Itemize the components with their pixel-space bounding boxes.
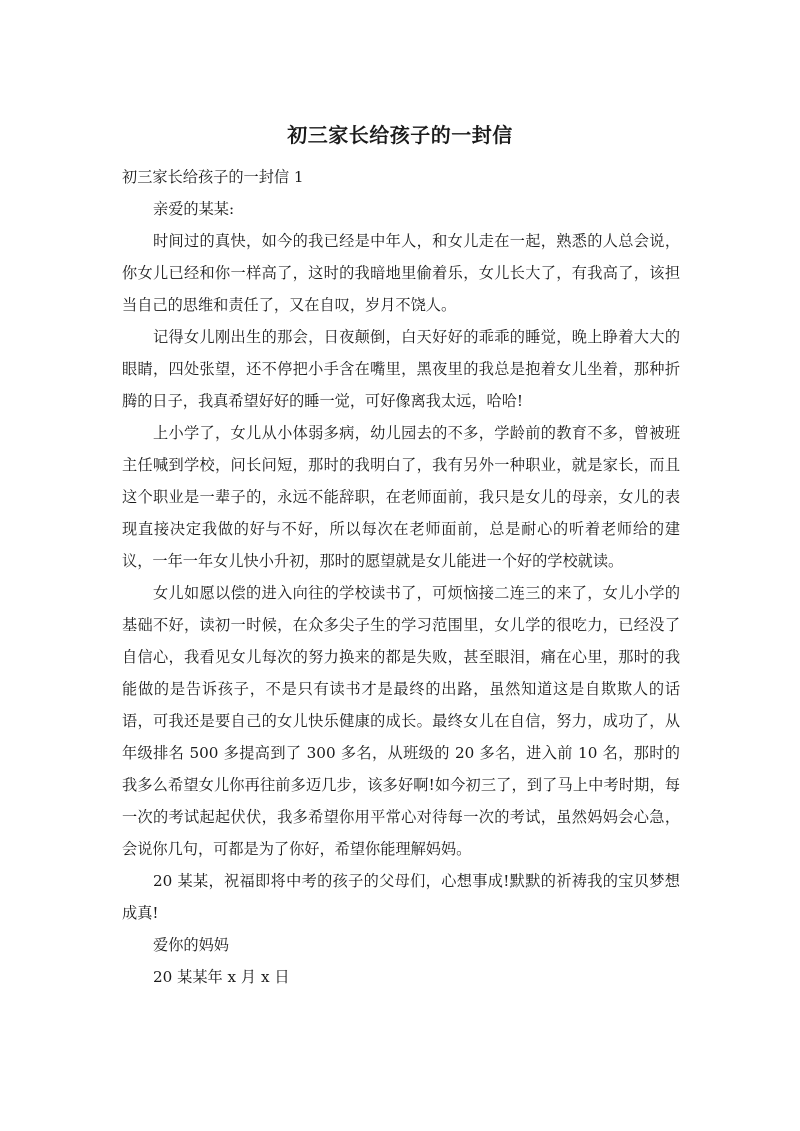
letter-signature: 爱你的妈妈 (153, 936, 229, 954)
document-title: 初三家长给孩子的一封信 (287, 123, 513, 147)
letter-subtitle: 初三家长给孩子的一封信 1 (122, 168, 304, 186)
letter-paragraph: 上小学了，女儿从小体弱多病，幼儿园去的不多，学龄前的教育不多，曾被班主任喊到学校，问长问短，那时的我明白了，我有另外一种职业，就是家长，而且这个职业是一辈子的，永远不能辞职，在老师面前，我只是女儿的母亲，女儿的表现直接决定我做的好与不好，所以每次在老师面前，总是耐心的听着老师给的建议，一年一年女儿快小升初，那时的愿望就是女儿能进一个好的学校就读。 (122, 424, 680, 570)
letter-body (122, 161, 680, 993)
letter-greeting: 亲爱的某某: (153, 200, 235, 218)
letter-paragraph: 记得女儿刚出生的那会，日夜颠倒，白天好好的乖乖的睡觉，晚上睁着大大的眼睛，四处张望，还不停把小手含在嘴里，黑夜里的我总是抱着女儿坐着，那种折腾的日子，我真希望好好的睡一觉，可好像离我太远，哈哈! (122, 328, 680, 410)
letter-paragraph: 20 某某，祝福即将中考的孩子的父母们，心想事成!默默的祈祷我的宝贝梦想成真! (122, 872, 680, 922)
letter-paragraph: 时间过的真快，如今的我已经是中年人，和女儿走在一起，熟悉的人总会说，你女儿已经和你一样高了，这时的我暗地里偷着乐，女儿长大了，有我高了，该担当自己的思维和责任了，又在自叹，岁月不饶人。 (122, 232, 680, 314)
letter-paragraph: 女儿如愿以偿的进入向往的学校读书了，可烦恼接二连三的来了，女儿小学的基础不好，读初一时候，在众多尖子生的学习范围里，女儿学的很吃力，已经没了自信心，我看见女儿每次的努力换来的都是失败，甚至眼泪，痛在心里，那时的我能做的是告诉孩子，不是只有读书才是最终的出路，虽然知道这是自欺欺人的话语，可我还是要自己的女儿快乐健康的成长。最终女儿在自信，努力，成功了，从年级排名 500 多提高到了 300 多名，从班级的 20 多名，进入前 10 名，那时的我多么希望女儿你再往前多迈几步，该多好啊!如今初三了，到了马上中考时期，每一次的考试起起伏伏，我多希望你用平常心对待每一次的考试，虽然妈妈会心急，会说你几句，可都是为了你好，希望你能理解妈妈。 (122, 584, 680, 858)
letter-date: 20 某某年 x 月 x 日 (153, 968, 290, 986)
